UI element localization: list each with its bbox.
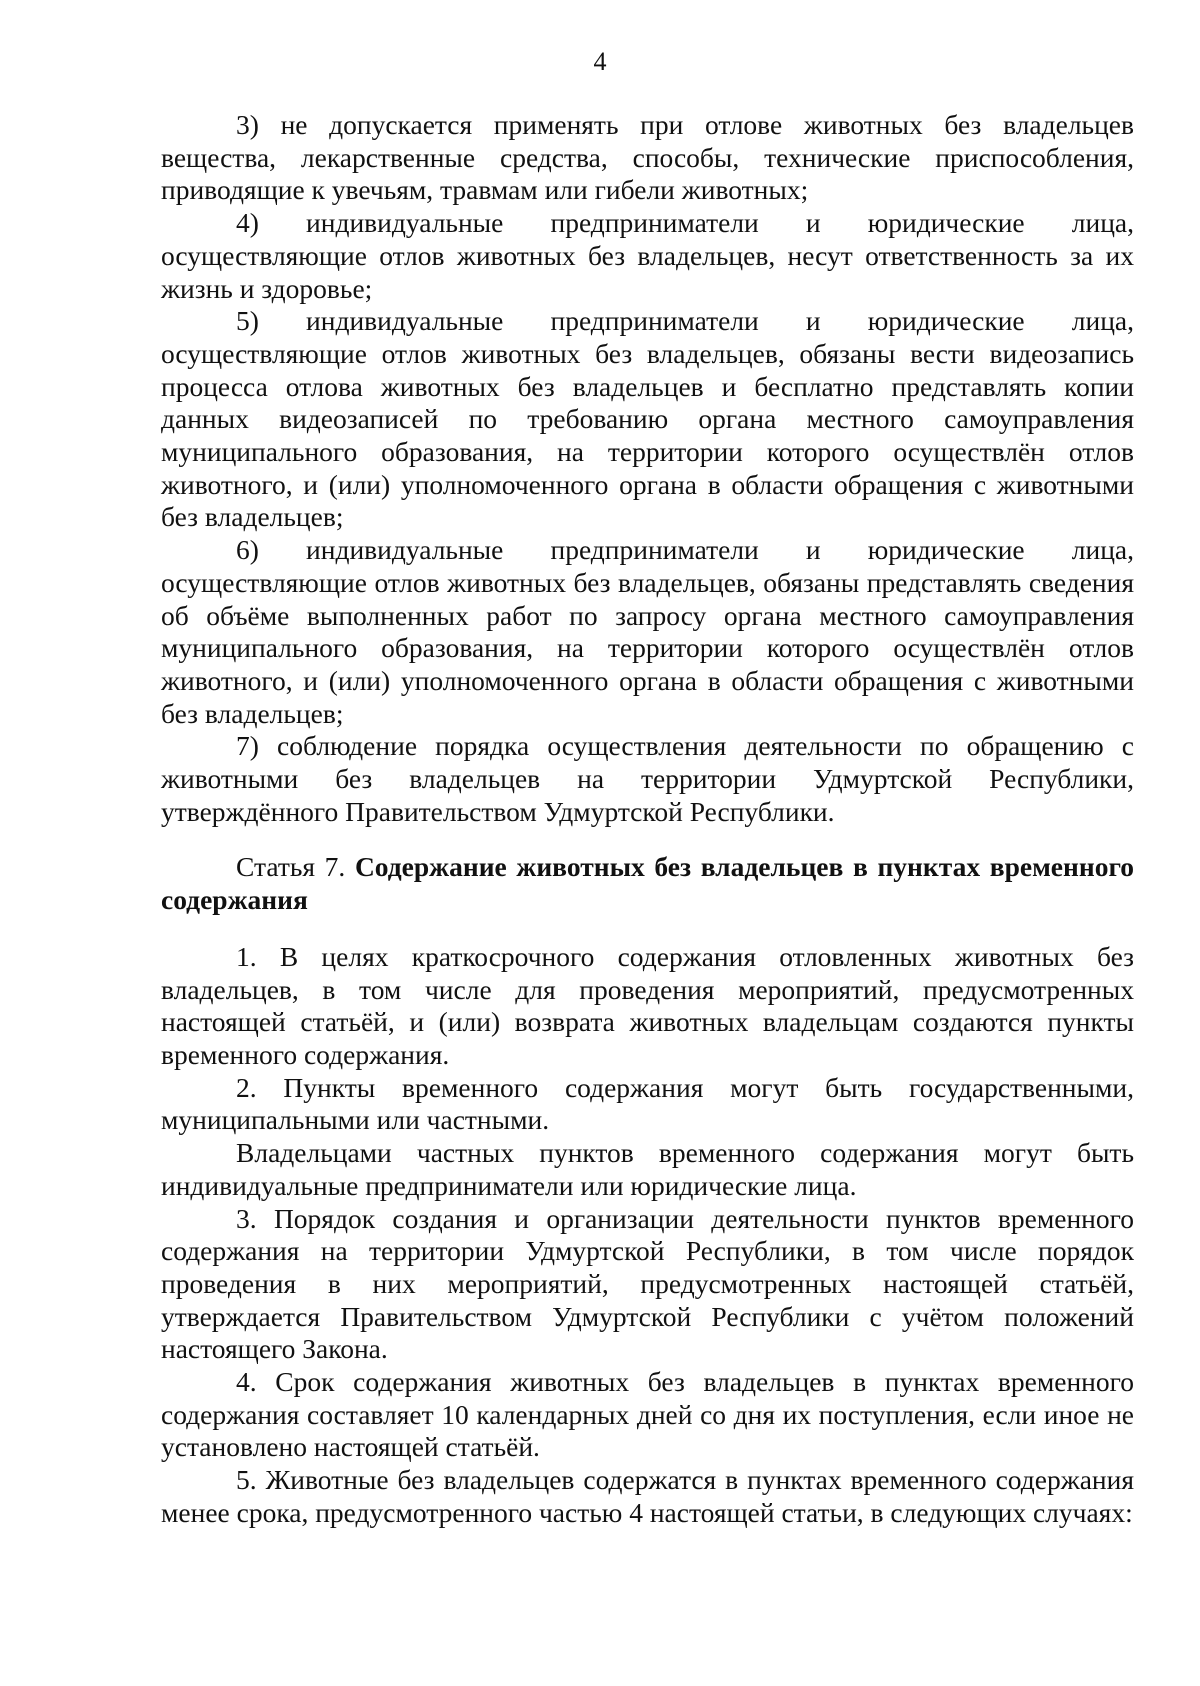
list-item: 7) соблюдение порядка осуществления деятельности по обращению с животными без владельцев на территории Удмуртской Республики, утверждённого Правительством Удмуртской Республики. — [161, 730, 1134, 827]
paragraph: 4. Срок содержания животных без владельцев в пунктах временного содержания составляет 10 календарных дней со дня их поступления, если иное не установлено настоящей статьёй. — [161, 1366, 1134, 1463]
list-item: 3) не допускается применять при отлове животных без владельцев вещества, лекарственные средства, способы, технические приспособления, приводящие к увечьям, травмам или гибели животных; — [161, 109, 1134, 206]
paragraph: 3. Порядок создания и организации деятельности пунктов временного содержания на территории Удмуртской Республики, в том числе порядок проведения в них мероприятий, предусмотренных настоящей статьёй, утверждается Правительством Удмуртской Республики с учётом положений настоящего Закона. — [161, 1202, 1134, 1365]
spacer — [161, 917, 1134, 941]
article-heading — [161, 851, 1134, 916]
page-number: 4 — [593, 47, 607, 76]
list-item: 4) индивидуальные предприниматели и юридические лица, осуществляющие отлов животных без владельцев, несут ответственность за их жизнь и здоровье; — [161, 207, 1134, 304]
paragraph: Владельцами частных пунктов временного содержания могут быть индивидуальные предприниматели или юридические лица. — [161, 1137, 1134, 1201]
paragraph: 1. В целях краткосрочного содержания отловленных животных без владельцев, в том числе для проведения мероприятий, предусмотренных настоящей статьёй, и (или) возврата животных владельцам создаются пункты временного содержания. — [161, 940, 1134, 1070]
paragraph: 5. Животные без владельцев содержатся в пунктах временного содержания менее срока, предусмотренного частью 4 настоящей статьи, в следующих случаях: — [161, 1464, 1134, 1528]
list-item: 5) индивидуальные предприниматели и юридические лица, осуществляющие отлов животных без владельцев, обязаны вести видеозапись процесса отлова животных без владельцев и бесплатно представлять копии данных видеозаписей по требованию органа местного самоуправления муниципального образования, на территории которого осуществлён отлов животного, и (или) уполномоченного органа в области обращения с животными без владельцев; — [161, 305, 1134, 533]
paragraph: 2. Пункты временного содержания могут быть государственными, муниципальными или частными. — [161, 1071, 1134, 1136]
list-item: 6) индивидуальные предприниматели и юридические лица, осуществляющие отлов животных без владельцев, обязаны представлять сведения об объёме выполненных работ по запросу органа местного самоуправления муниципального образования, на территории которого осуществлён отлов животного, и (или) уполномоченного органа в области обращения с животными без владельцев; — [161, 534, 1134, 729]
document-body — [161, 109, 1134, 1530]
article-title: Содержание животных без владельцев в пунктах временного содержания — [161, 851, 1134, 916]
article-label: Статья 7. — [236, 851, 346, 883]
